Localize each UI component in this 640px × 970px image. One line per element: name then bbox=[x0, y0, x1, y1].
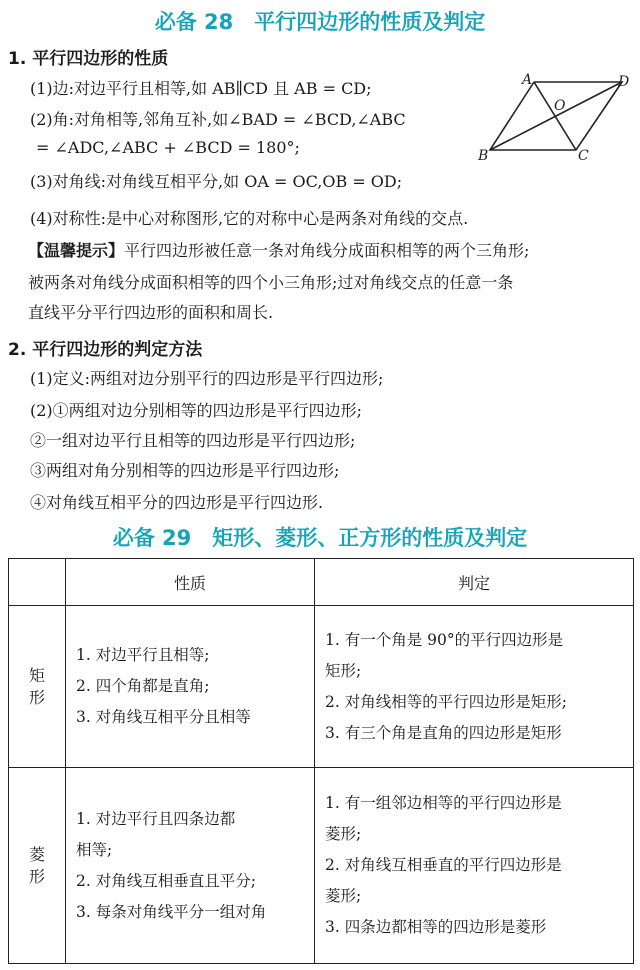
list-item: 1. 对边平行且四条边都 bbox=[76, 809, 236, 828]
criterion-1: (1)定义:两组对边分别平行的四边形是平行四边形; bbox=[30, 369, 384, 388]
criterion-4: ③两组对角分别相等的四边形是平行四边形; bbox=[30, 461, 340, 480]
rectangle-criteria bbox=[315, 606, 634, 768]
property-angles: (2)角:对角相等,邻角互补,如∠BAD = ∠BCD,∠ABC bbox=[30, 110, 406, 129]
property-angles-cont: = ∠ADC,∠ABC + ∠BCD = 180°; bbox=[36, 138, 300, 157]
property-diagonals: (3)对角线:对角线互相平分,如 OA = OC,OB = OD; bbox=[30, 172, 403, 191]
list-item: 2. 对角线相等的平行四边形是矩形; bbox=[325, 692, 567, 711]
table-header-row bbox=[9, 559, 634, 606]
criterion-2: (2)①两组对边分别相等的四边形是平行四边形; bbox=[30, 401, 363, 420]
list-item: 3. 每条对角线平分一组对角 bbox=[76, 902, 267, 921]
label-o: O bbox=[554, 98, 566, 114]
rectangle-label-text: 矩形 bbox=[28, 665, 45, 707]
list-item: 2. 对角线互相垂直且平分; bbox=[76, 871, 256, 890]
label-b: B bbox=[478, 148, 489, 164]
properties-table bbox=[8, 558, 634, 964]
list-item: 矩形; bbox=[325, 661, 362, 680]
section1-title: 1. 平行四边形的性质 bbox=[8, 49, 169, 69]
rhombus-label-text: 菱形 bbox=[28, 844, 45, 886]
row-label-rhombus bbox=[9, 768, 66, 964]
criterion-5: ④对角线互相平分的四边形是平行四边形. bbox=[30, 493, 324, 512]
header-criteria: 判定 bbox=[315, 559, 634, 606]
label-a: A bbox=[522, 72, 533, 88]
tip-line-3: 直线平分平行四边形的面积和周长. bbox=[28, 303, 274, 322]
label-c: C bbox=[578, 148, 589, 164]
list-item: 2. 四个角都是直角; bbox=[76, 677, 210, 695]
heading-section-28: 必备 28 平行四边形的性质及判定 bbox=[154, 10, 486, 34]
list-item: 相等; bbox=[76, 840, 113, 859]
section2-title: 2. 平行四边形的判定方法 bbox=[8, 340, 203, 360]
header-properties: 性质 bbox=[66, 559, 315, 606]
header-empty bbox=[9, 559, 66, 606]
rhombus-properties bbox=[66, 768, 315, 964]
tip-line-2: 被两条对角线分成面积相等的四个小三角形;过对角线交点的任意一条 bbox=[28, 273, 514, 292]
tip-text-1: 平行四边形被任意一条对角线分成面积相等的两个三角形; bbox=[124, 241, 530, 260]
heading-section-29: 必备 29 矩形、菱形、正方形的性质及判定 bbox=[112, 526, 528, 550]
table-row-rectangle bbox=[9, 606, 634, 768]
list-item: 3. 对角线互相平分且相等 bbox=[76, 708, 251, 726]
tip-line-1 bbox=[28, 238, 529, 261]
property-symmetry: (4)对称性:是中心对称图形,它的对称中心是两条对角线的交点. bbox=[30, 209, 469, 228]
list-item: 2. 对角线互相垂直的平行四边形是 bbox=[325, 856, 562, 874]
criterion-3: ②一组对边平行且相等的四边形是平行四边形; bbox=[30, 431, 356, 450]
tip-label: 【温馨提示】 bbox=[28, 241, 125, 260]
list-item: 1. 有一组邻边相等的平行四边形是 bbox=[325, 794, 562, 812]
property-sides: (1)边:对边平行且相等,如 AB∥CD 且 AB = CD; bbox=[30, 79, 372, 98]
list-item: 3. 四条边都相等的四边形是菱形 bbox=[325, 918, 547, 936]
label-d: D bbox=[618, 74, 630, 90]
table-row-rhombus bbox=[9, 768, 634, 964]
list-item: 1. 有一个角是 90°的平行四边形是 bbox=[325, 630, 564, 649]
list-item: 1. 对边平行且相等; bbox=[76, 646, 210, 664]
row-label-rectangle bbox=[9, 606, 66, 768]
list-item: 菱形; bbox=[325, 887, 362, 905]
rectangle-properties bbox=[66, 606, 315, 768]
rhombus-criteria bbox=[315, 768, 634, 964]
parallelogram-diagram bbox=[476, 72, 632, 164]
list-item: 3. 有三个角是直角的四边形是矩形 bbox=[325, 723, 562, 742]
list-item: 菱形; bbox=[325, 825, 362, 843]
